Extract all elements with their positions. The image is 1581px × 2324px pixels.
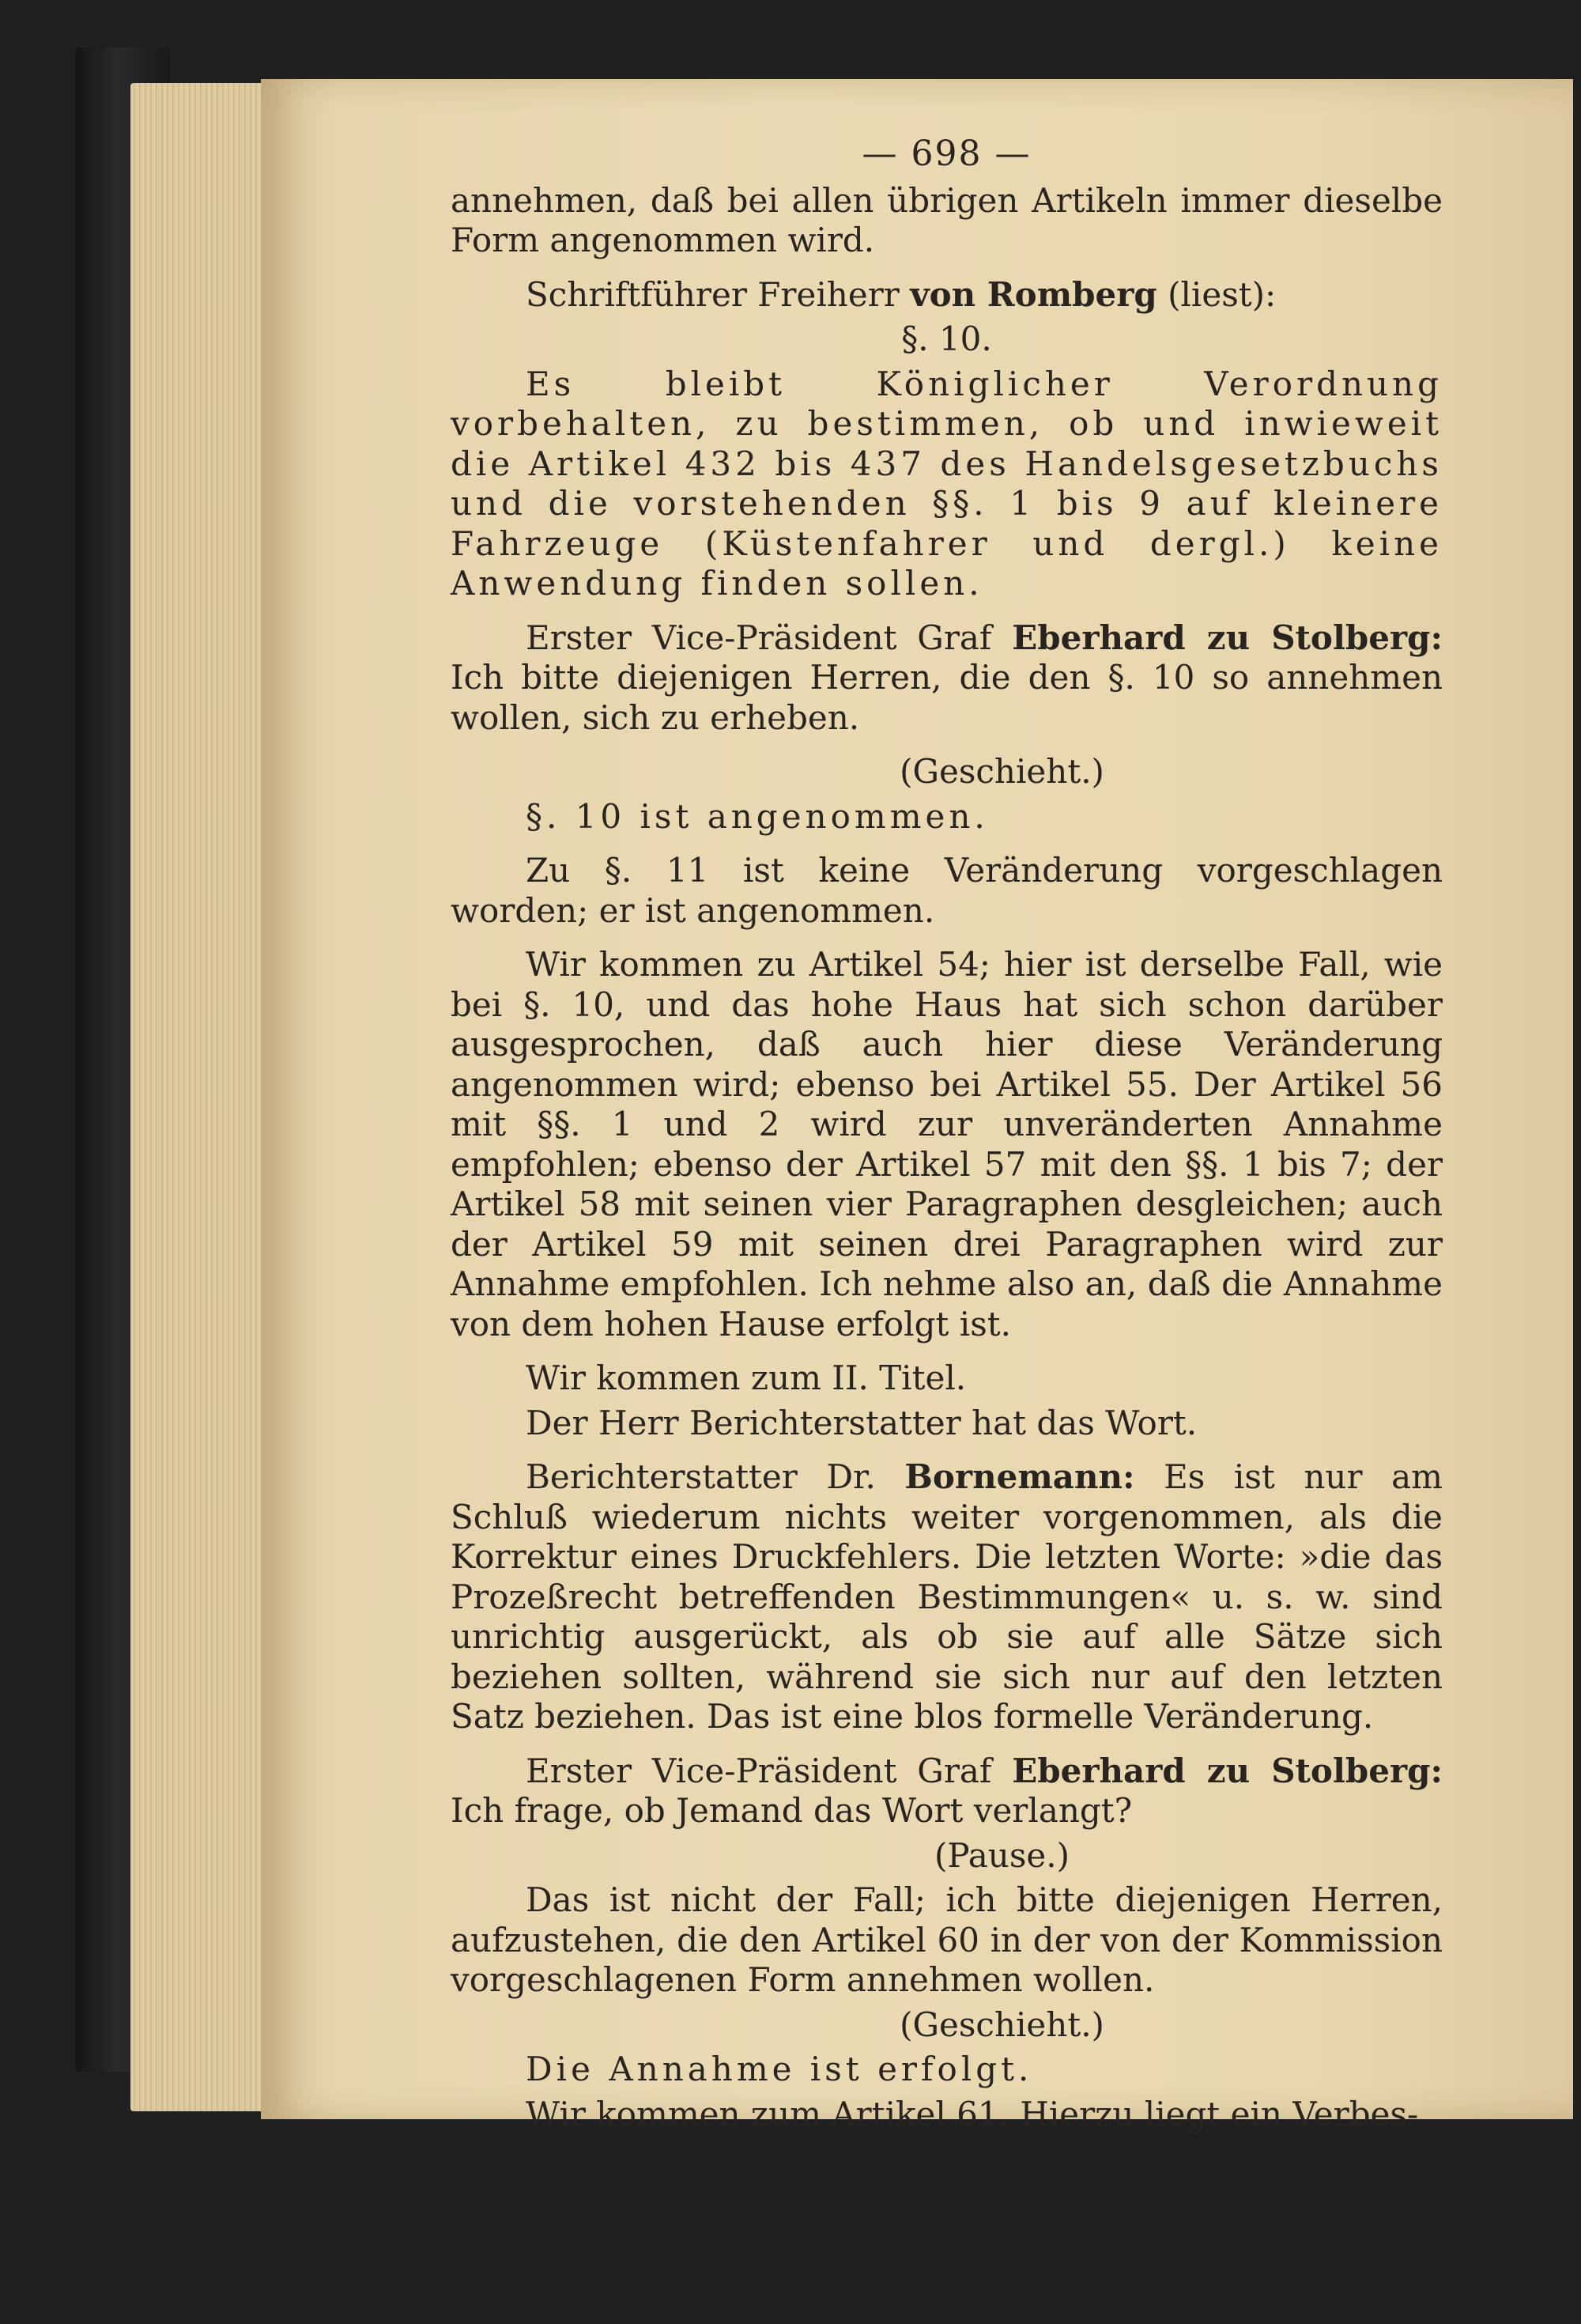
- paragraph: Das ist nicht der Fall; ich bitte diejenigen Herren, aufzustehen, die den Artikel 60 in der von der Kommission vorgeschlagenen Form annehmen wollen.: [451, 1880, 1443, 1999]
- section-heading: §. 10.: [901, 319, 992, 358]
- paragraph: annehmen, daß bei allen übrigen Artikeln immer dieselbe Form angenommen wird.: [451, 180, 1443, 259]
- speaker-text: Es ist nur am Schluß wiederum nichts weiter vorgenommen, als die Korrektur eines Druckfehlers. Die letzten Worte: »die das Prozeßrecht betreffenden Bestimmungen« u. s. w. sind unrichtig ausgerückt, als ob sie auf alle Sätze sich beziehen sollten, während sie sich nur auf den letzten Satz beziehen. Das ist eine blos formelle Veränderung.: [451, 1457, 1443, 1736]
- stage-direction: (Geschieht.): [900, 752, 1104, 791]
- speaker-name: Bornemann:: [904, 1457, 1135, 1496]
- page-number: — 698 —: [862, 134, 1032, 174]
- text-block: [451, 134, 1443, 2148]
- speaker-name: Eberhard zu Stolberg:: [1012, 618, 1443, 657]
- speaker-prefix: Erster Vice-Präsident Graf: [526, 618, 1013, 657]
- speaker-name: von Romberg: [910, 274, 1157, 314]
- paragraph: Wir kommen zu Artikel 54; hier ist derselbe Fall, wie bei §. 10, und das hohe Haus hat sich schon darüber ausgesprochen, daß auch hier diese Veränderung angenommen wird; ebenso bei Artikel 55. Der Artikel 56 mit §§. 1 und 2 wird zur unveränderten Annahme empfohlen; ebenso der Artikel 57 mit den §§. 1 bis 7; der Artikel 58 mit seinen vier Paragraphen desgleichen; auch der Artikel 59 mit seinen drei Paragraphen wird zur Annahme empfohlen. Ich nehme also an, daß die Annahme von dem hohen Hause erfolgt ist.: [451, 945, 1443, 1343]
- page-stack-edge: [130, 83, 281, 2111]
- speaker-prefix: Berichterstatter Dr.: [526, 1457, 905, 1496]
- paragraph: §. 10 ist angenommen.: [526, 796, 989, 836]
- paragraph: Die Annahme ist erfolgt.: [526, 2050, 1033, 2088]
- paragraph: [451, 1457, 1443, 1737]
- paragraph: [451, 618, 1443, 739]
- paragraph: [451, 1752, 1443, 1831]
- speaker-text: Ich frage, ob Jemand das Wort verlangt?: [451, 1791, 1133, 1830]
- paragraph: [451, 275, 1443, 316]
- speaker-prefix: Schriftführer Freiherr: [526, 274, 911, 314]
- paragraph: Zu §. 11 ist keine Veränderung vorgeschlagen worden; er ist angenommen.: [451, 851, 1443, 930]
- paragraph: Wir kommen zum Artikel 61. Hierzu liegt ein Verbes-: [526, 2094, 1419, 2133]
- paragraph: Der Herr Berichterstatter hat das Wort.: [526, 1403, 1198, 1442]
- paragraph: Es bleibt Königlicher Verordnung vorbehalten, zu bestimmen, ob und inwieweit die Artikel 432 bis 437 des Handelsgesetzbuchs und die vorstehenden §§. 1 bis 9 auf kleinere Fahrzeuge (Küstenfahrer und dergl.) keine Anwendung finden sollen.: [451, 364, 1443, 603]
- speaker-text: Ich bitte diejenigen Herren, die den §. 10 so annehmen wollen, sich zu erheben.: [451, 658, 1443, 737]
- speaker-name: Eberhard zu Stolberg:: [1012, 1751, 1443, 1790]
- stage-direction: (Geschieht.): [900, 2005, 1104, 2044]
- speaker-suffix: (liest):: [1157, 274, 1277, 314]
- speaker-prefix: Erster Vice-Präsident Graf: [526, 1751, 1013, 1790]
- paragraph: Wir kommen zum II. Titel.: [526, 1359, 967, 1397]
- stage-direction: (Pause.): [934, 1835, 1070, 1875]
